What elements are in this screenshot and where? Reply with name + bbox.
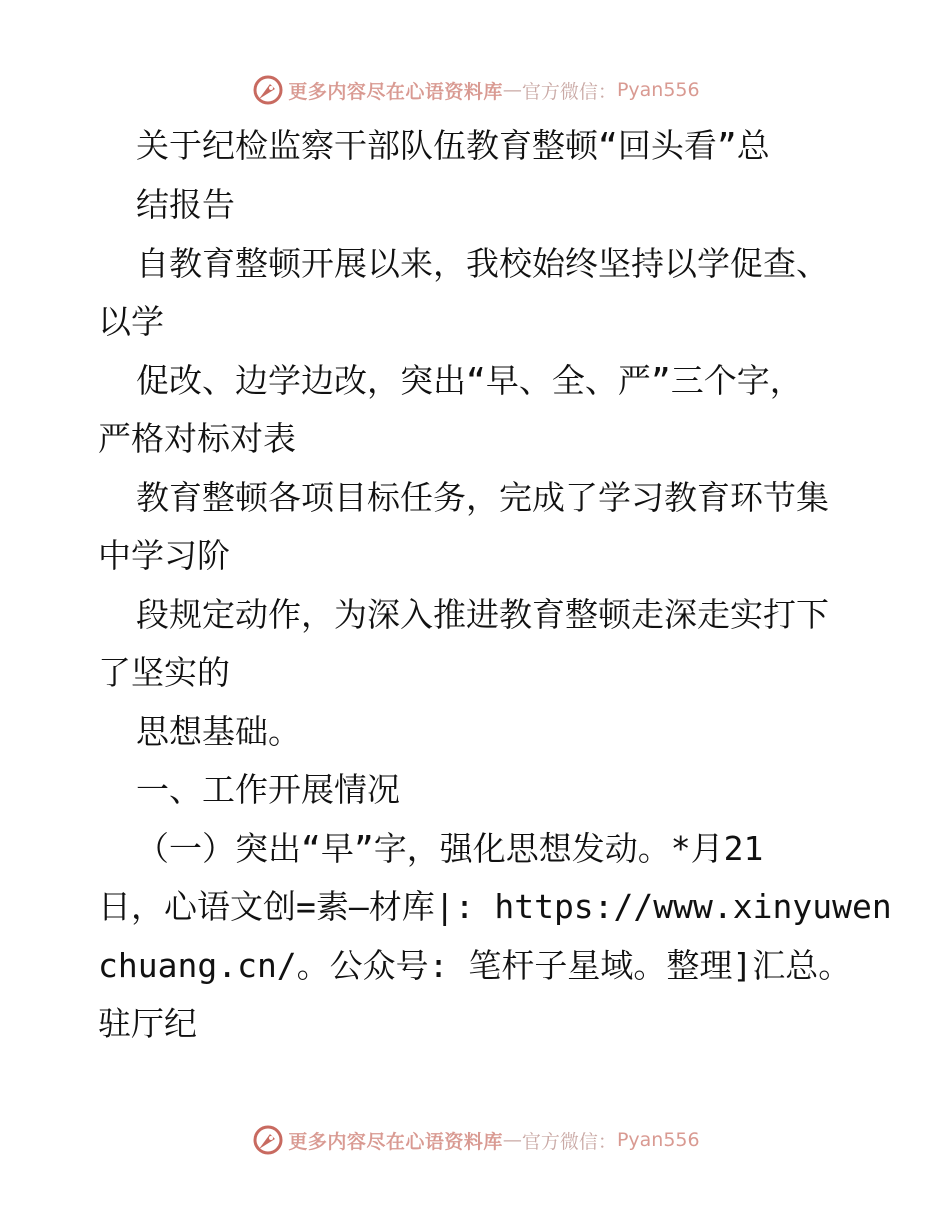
doc-line: 以学	[98, 302, 164, 341]
banner-wechat-id: Pyan556	[616, 79, 700, 101]
doc-line: 中学习阶	[98, 536, 230, 575]
doc-line: 教育整顿各项目标任务，完成了学习教育环节集	[136, 478, 829, 517]
doc-line: 驻厅纪	[98, 1004, 197, 1043]
pen-nib-logo-icon	[250, 72, 286, 108]
banner-text: 更多内容尽在心语资料库	[288, 1130, 503, 1153]
doc-line: （一）突出“早”字，强化思想发动。*月21	[136, 829, 764, 868]
banner-wechat-id: Pyan556	[616, 1129, 700, 1151]
doc-line: 段规定动作，为深入推进教育整顿走深走实打下	[136, 595, 829, 634]
doc-line: 关于纪检监察干部队伍教育整顿“回头看”总	[136, 126, 770, 165]
footer-banner	[0, 1120, 950, 1160]
banner-text: 更多内容尽在心语资料库	[288, 80, 503, 103]
doc-line: 思想基础。	[136, 712, 301, 751]
pen-nib-logo-icon	[250, 1122, 286, 1158]
doc-line: 自教育整顿开展以来，我校始终坚持以学促查、	[136, 244, 829, 283]
doc-line: chuang.cn/。公众号: 笔杆子星域。整理]汇总。	[98, 946, 852, 985]
doc-line: 严格对标对表	[98, 419, 296, 458]
banner-separator: —	[502, 79, 522, 101]
doc-line: 一、工作开展情况	[136, 770, 400, 809]
header-banner	[0, 70, 950, 110]
doc-line: 结报告	[136, 185, 235, 224]
doc-line: 促改、边学边改，突出“早、全、严”三个字，	[136, 361, 803, 400]
doc-line: 日，心语文创=素—材库|: https://www.xinyuwen	[98, 887, 892, 926]
doc-line: 了坚实的	[98, 653, 230, 692]
banner-wechat-label: 官方微信：	[521, 80, 617, 103]
banner-separator: —	[502, 1129, 522, 1151]
banner-wechat-label: 官方微信：	[521, 1130, 617, 1153]
